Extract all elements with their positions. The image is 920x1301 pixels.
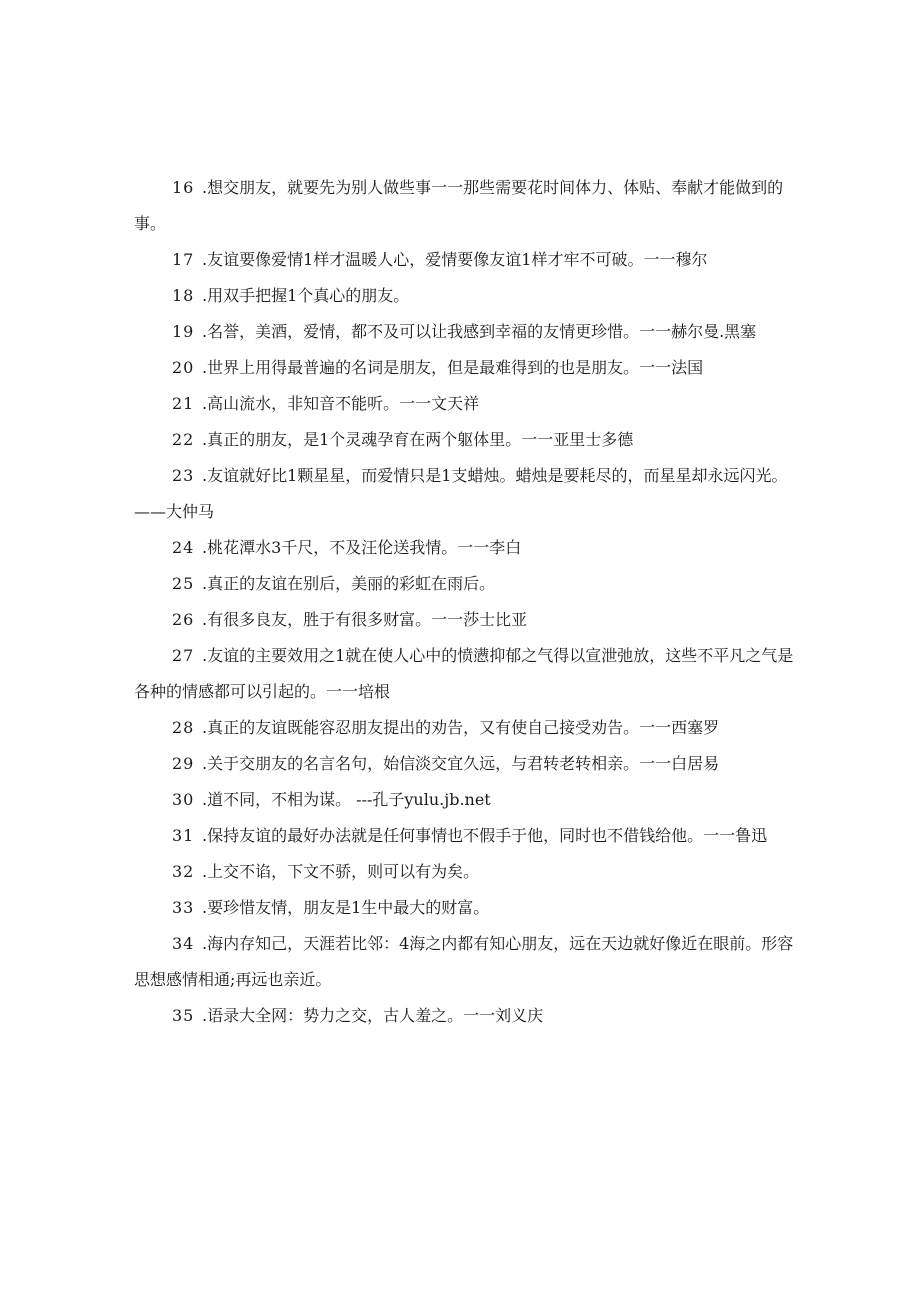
quote-number: 20 — [172, 358, 195, 377]
quote-text: .海内存知己，天涯若比邻：4海之内都有知心朋友，远在天边就好像近在眼前。形容思想感情相通;再远也亲近。 — [134, 934, 794, 989]
quote-item — [134, 602, 794, 638]
quote-text: .保持友谊的最好办法就是任何事情也不假手于他，同时也不借钱给他。一一鲁迅 — [202, 826, 768, 845]
quote-number: 30 — [172, 790, 195, 809]
quote-text: .真正的友谊在别后，美丽的彩虹在雨后。 — [202, 574, 496, 593]
quote-text: .用双手把握1个真心的朋友。 — [202, 286, 410, 305]
quote-text: .高山流水，非知音不能听。一一文天祥 — [202, 394, 480, 413]
quote-text: .友谊就好比1颗星星，而爱情只是1支蜡烛。蜡烛是要耗尽的，而星星却永远闪光。——大仲马 — [134, 466, 788, 521]
quote-number: 28 — [172, 718, 195, 737]
quote-text: .真正的朋友，是1个灵魂孕育在两个躯体里。一一亚里士多德 — [202, 430, 634, 449]
quote-text: .要珍惜友情，朋友是1生中最大的财富。 — [202, 898, 490, 917]
quote-number: 33 — [172, 898, 195, 917]
quote-list — [134, 170, 794, 1034]
quote-number: 34 — [172, 934, 195, 953]
quote-item — [134, 314, 794, 350]
quote-text: .上交不谄，下文不骄，则可以有为矣。 — [202, 862, 480, 881]
quote-text: .友谊的主要效用之1就在使人心中的愤懑抑郁之气得以宣泄弛放，这些不平凡之气是各种的情感都可以引起的。一一培根 — [134, 646, 794, 701]
quote-item — [134, 854, 794, 890]
quote-item — [134, 746, 794, 782]
quote-item — [134, 782, 794, 818]
quote-item — [134, 242, 794, 278]
quote-text: .世界上用得最普遍的名词是朋友，但是最难得到的也是朋友。一一法国 — [202, 358, 704, 377]
quote-text: .想交朋友，就要先为别人做些事一一那些需要花时间体力、体贴、奉献才能做到的事。 — [134, 178, 784, 233]
quote-number: 35 — [172, 1006, 195, 1025]
quote-item — [134, 890, 794, 926]
quote-item — [134, 530, 794, 566]
quote-text: .真正的友谊既能容忍朋友提出的劝告，又有使自己接受劝告。一一西塞罗 — [202, 718, 720, 737]
quote-number: 19 — [172, 322, 195, 341]
quote-number: 17 — [172, 250, 195, 269]
quote-item — [134, 278, 794, 314]
quote-number: 24 — [172, 538, 195, 557]
quote-text: .语录大全网：势力之交，古人羞之。一一刘义庆 — [202, 1006, 544, 1025]
quote-item — [134, 710, 794, 746]
quote-text: .有很多良友，胜于有很多财富。一一莎士比亚 — [202, 610, 528, 629]
quote-number: 23 — [172, 466, 195, 485]
quote-item — [134, 386, 794, 422]
quote-item — [134, 638, 794, 710]
quote-number: 31 — [172, 826, 195, 845]
quote-item — [134, 818, 794, 854]
quote-number: 32 — [172, 862, 195, 881]
quote-item — [134, 998, 794, 1034]
quote-text: .名誉，美酒，爱情，都不及可以让我感到幸福的友情更珍惜。一一赫尔曼.黑塞 — [202, 322, 757, 341]
quote-item — [134, 350, 794, 386]
quote-text: .友谊要像爱情1样才温暖人心，爱情要像友谊1样才牢不可破。一一穆尔 — [202, 250, 708, 269]
quote-number: 25 — [172, 574, 195, 593]
quote-item — [134, 926, 794, 998]
quote-number: 26 — [172, 610, 195, 629]
quote-item — [134, 170, 794, 242]
quote-number: 29 — [172, 754, 195, 773]
quote-text: .桃花潭水3千尺，不及汪伦送我情。一一李白 — [202, 538, 522, 557]
quote-number: 18 — [172, 286, 195, 305]
quote-number: 16 — [172, 178, 195, 197]
quote-item — [134, 422, 794, 458]
quote-text: .关于交朋友的名言名句，始信淡交宜久远，与君转老转相亲。一一白居易 — [202, 754, 720, 773]
quote-item — [134, 458, 794, 530]
quote-text: .道不同，不相为谋。 ---孔子yulu.jb.net — [202, 790, 491, 809]
quote-number: 22 — [172, 430, 195, 449]
quote-item — [134, 566, 794, 602]
quote-number: 21 — [172, 394, 195, 413]
quote-number: 27 — [172, 646, 195, 665]
